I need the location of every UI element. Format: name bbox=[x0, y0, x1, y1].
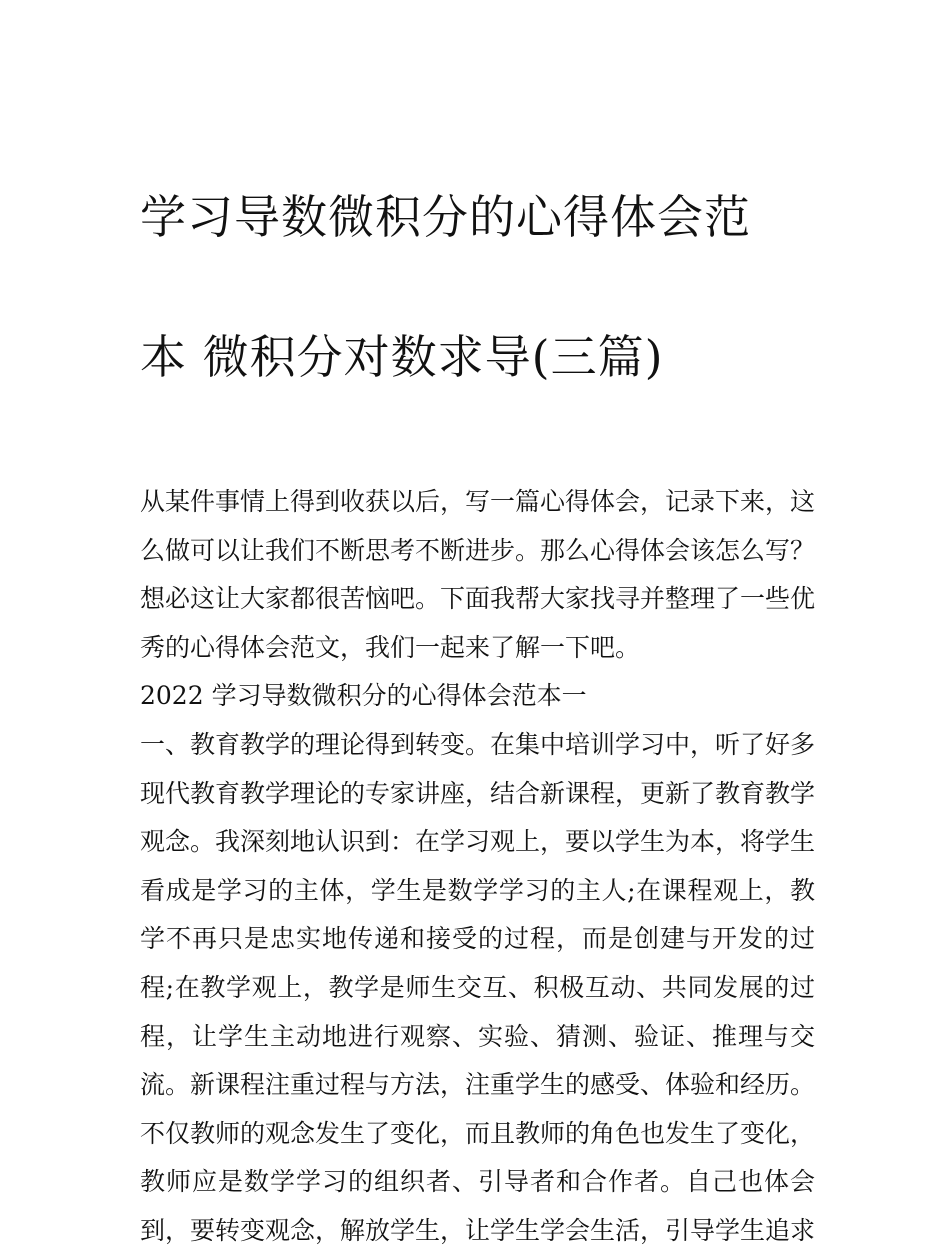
body-line: 到，要转变观念，解放学生，让学生学会生活，引导学生追求 bbox=[140, 1215, 816, 1245]
intro-line: 么做可以让我们不断思考不断进步。那么心得体会该怎么写？ bbox=[140, 535, 816, 565]
body-line: 学不再只是忠实地传递和接受的过程，而是创建与开发的过 bbox=[140, 924, 815, 954]
body-line: 观念。我深刻地认识到：在学习观上，要以学生为本，将学生 bbox=[140, 827, 816, 857]
body-line: 流。新课程注重过程与方法，注重学生的感受、体验和经历。 bbox=[140, 1070, 816, 1100]
body-line: 程，让学生主动地进行观察、实验、猜测、验证、推理与交 bbox=[140, 1021, 815, 1051]
body-line: 一、教育教学的理论得到转变。在集中培训学习中，听了好多 bbox=[140, 729, 816, 759]
document-title bbox=[140, 112, 815, 462]
body-line: 不仅教师的观念发生了变化，而且教师的角色也发生了变化， bbox=[140, 1118, 816, 1148]
body-line: 现代教育教学理论的专家讲座，结合新课程，更新了教育教学 bbox=[140, 778, 816, 808]
body-line: 看成是学习的主体，学生是数学学习的主人;在课程观上，教 bbox=[140, 875, 815, 905]
title-line-2: 本 微积分对数求导(三篇) bbox=[140, 330, 664, 384]
document-content bbox=[140, 112, 815, 1256]
section-heading: 2022 学习导数微积分的心得体会范本一 bbox=[140, 681, 587, 711]
body-paragraph bbox=[140, 721, 815, 1256]
body-line: 程;在教学观上，教学是师生交互、积极互动、共同发展的过 bbox=[140, 972, 815, 1002]
intro-line: 秀的心得体会范文，我们一起来了解一下吧。 bbox=[140, 632, 641, 662]
intro-paragraph bbox=[140, 478, 815, 672]
intro-line: 从某件事情上得到收获以后，写一篇心得体会，记录下来，这 bbox=[140, 487, 816, 516]
intro-line: 想必这让大家都很苦恼吧。下面我帮大家找寻并整理了一些优 bbox=[140, 584, 816, 614]
title-line-1: 学习导数微积分的心得体会范 bbox=[140, 190, 751, 244]
body-line: 教师应是数学学习的组织者、引导者和合作者。自己也体会 bbox=[140, 1167, 815, 1197]
